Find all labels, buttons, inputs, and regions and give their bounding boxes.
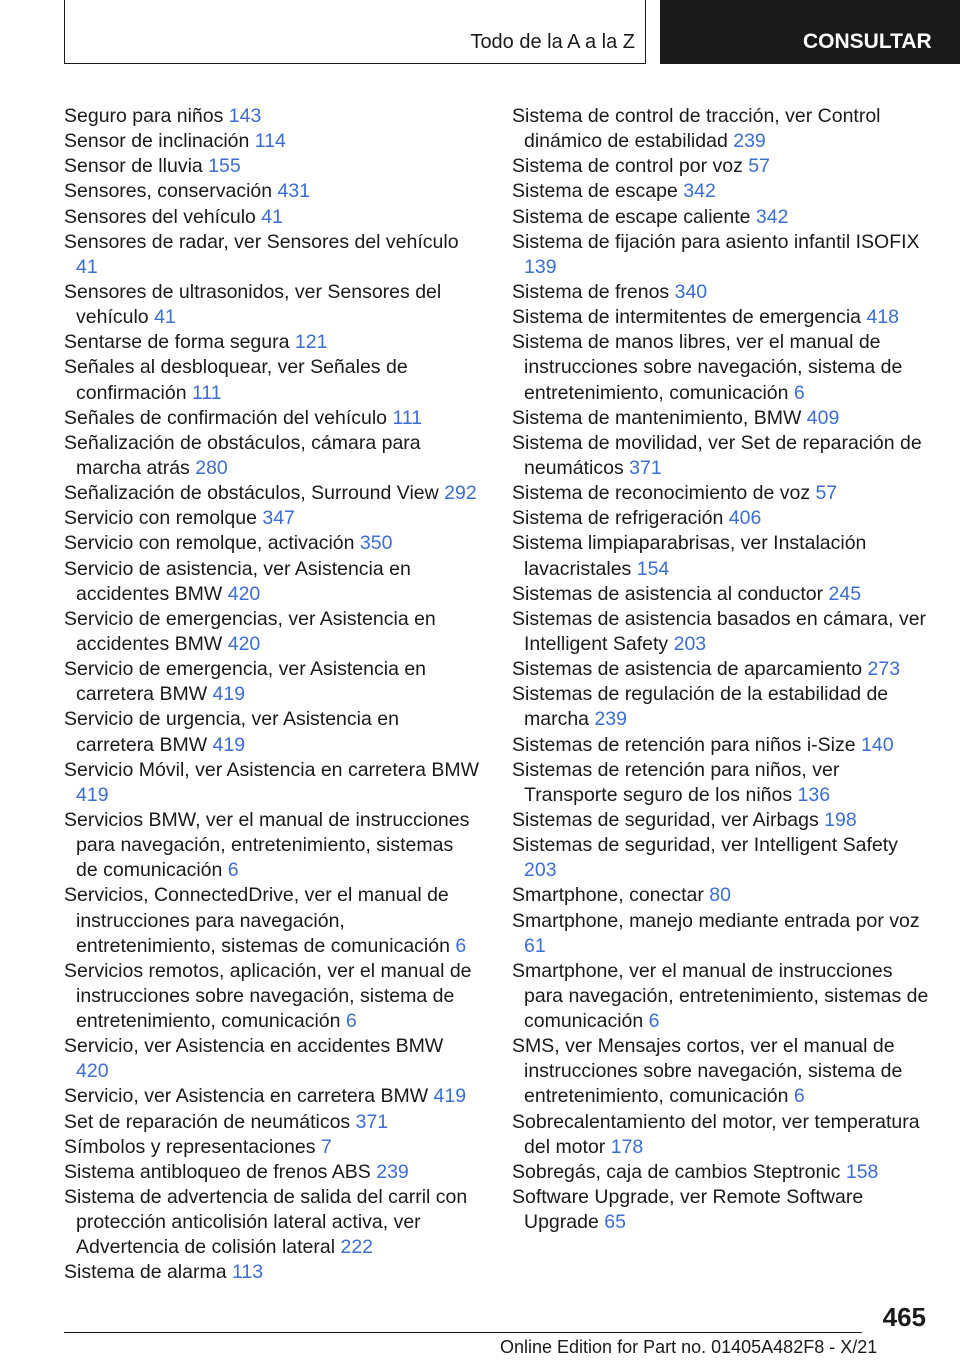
- index-entry: [512, 179, 930, 204]
- index-entry-text: Servicio Móvil, ver Asistencia en carretera BMW: [64, 758, 480, 781]
- index-entry-page-link[interactable]: 406: [728, 507, 762, 530]
- index-entry: [64, 230, 480, 280]
- index-entry: [64, 607, 480, 657]
- index-entry-page-link[interactable]: 113: [232, 1261, 264, 1284]
- index-entry-page-link[interactable]: 111: [191, 381, 222, 404]
- index-entry-page-link[interactable]: 203: [524, 859, 557, 882]
- index-entry-text: Smartphone, conectar: [512, 884, 704, 907]
- index-entry-text: Sistema de escape caliente: [512, 205, 751, 228]
- index-entry-text: Seguro para niños: [64, 105, 224, 127]
- index-entry-page-link[interactable]: 6: [227, 859, 239, 882]
- index-entry-page-link[interactable]: 155: [208, 155, 241, 178]
- footer-divider: [64, 1332, 862, 1333]
- index-entry-text: Sobrecalentamiento del motor, ver temperatura del motor: [512, 1110, 920, 1158]
- index-entry-text: Sistema de frenos: [512, 280, 670, 303]
- index-entry: [64, 557, 480, 607]
- index-entry-page-link[interactable]: 6: [793, 381, 805, 404]
- index-entry-page-link[interactable]: 121: [294, 331, 328, 354]
- index-entry: [512, 154, 930, 179]
- index-entry: [64, 531, 480, 556]
- index-entry-text: Sistema de control por voz: [512, 155, 743, 178]
- index-entry: [64, 1084, 480, 1109]
- index-entry-text: Sistema de refrigeración: [512, 507, 724, 530]
- index-entry: [512, 883, 930, 908]
- index-entry-page-link[interactable]: 280: [195, 456, 228, 479]
- index-entry-text: Smartphone, manejo mediante entrada por voz: [512, 909, 920, 932]
- index-entry-text: Sistemas de retención para niños i-Size: [512, 733, 856, 756]
- index-entry-page-link[interactable]: 57: [748, 155, 770, 178]
- index-entry-text: Sistema de alarma: [64, 1261, 227, 1284]
- index-entry: [64, 355, 480, 405]
- index-entry-page-link[interactable]: 419: [433, 1085, 467, 1108]
- index-entry: [64, 179, 480, 204]
- index-entry-page-link[interactable]: 245: [828, 582, 862, 605]
- index-entry-text: Señales de confirmación del vehículo: [64, 406, 388, 429]
- index-entry: [512, 758, 930, 808]
- index-column-left: [64, 104, 480, 1286]
- index-entry-page-link[interactable]: 418: [866, 306, 899, 329]
- index-entry-page-link[interactable]: 431: [277, 180, 311, 203]
- index-entry-page-link[interactable]: 41: [261, 205, 283, 228]
- index-entry-page-link[interactable]: 371: [629, 456, 662, 479]
- index-entry: [512, 733, 930, 758]
- index-entry-page-link[interactable]: 6: [648, 1010, 660, 1033]
- index-entry-page-link[interactable]: 143: [228, 105, 262, 127]
- index-entry-text: Sensores de radar, ver Sensores del vehículo: [64, 230, 459, 253]
- index-entry-page-link[interactable]: 80: [709, 884, 731, 907]
- index-entry: [64, 883, 480, 958]
- index-entry-page-link[interactable]: 7: [320, 1135, 332, 1158]
- index-entry-page-link[interactable]: 154: [636, 557, 670, 580]
- index-entry-text: Servicio de asistencia, ver Asistencia en accidentes BMW: [64, 557, 411, 605]
- index-entry: [64, 280, 480, 330]
- index-entry-text: Servicio de emergencia, ver Asistencia en carretera BMW: [64, 658, 427, 706]
- index-entry-text: SMS, ver Mensajes cortos, ver el manual de instrucciones sobre navegación, sistema de entretenimiento, comunicación: [512, 1035, 903, 1108]
- index-entry-page-link[interactable]: 140: [861, 733, 894, 756]
- index-entry: [512, 305, 930, 330]
- index-entry-text: Servicio de emergencias, ver Asistencia en accidentes BMW: [64, 607, 436, 655]
- index-entry-page-link[interactable]: 61: [524, 934, 546, 957]
- index-entry-text: Sistema de intermitentes de emergencia: [512, 306, 862, 329]
- index-entry-text: Sensores del vehículo: [64, 205, 256, 228]
- index-entry-page-link[interactable]: 178: [610, 1135, 644, 1158]
- index-entry-text: Servicios BMW, ver el manual de instrucciones para navegación, entretenimiento, sistemas de comunicación: [64, 808, 470, 882]
- index-entry: [512, 330, 930, 405]
- index-entry-page-link[interactable]: 420: [76, 1060, 109, 1083]
- index-entry: [512, 1185, 930, 1235]
- index-entry: [64, 657, 480, 707]
- index-entry: [64, 1110, 480, 1135]
- index-entry: [512, 1110, 930, 1160]
- index-entry-text: Sistemas de seguridad, ver Intelligent Safety: [512, 834, 898, 857]
- header-tab-consultar[interactable]: CONSULTAR: [660, 0, 960, 64]
- index-entry-text: Sistema de escape: [512, 180, 678, 203]
- index-entry: [64, 205, 480, 230]
- index-entry: [64, 808, 480, 883]
- index-entry-page-link[interactable]: 342: [755, 205, 789, 228]
- index-entry: [64, 959, 480, 1034]
- index-entry: [512, 406, 930, 431]
- index-entry-text: Sistemas de retención para niños, ver Transporte seguro de los niños: [512, 758, 840, 806]
- index-entry-page-link[interactable]: 420: [227, 632, 261, 655]
- index-entry: [512, 205, 930, 230]
- index-entry: [64, 758, 480, 808]
- index-entry-text: Servicio de urgencia, ver Asistencia en carretera BMW: [64, 708, 399, 756]
- index-entry: [64, 1135, 480, 1160]
- index-entry-text: Servicio, ver Asistencia en carretera BMW: [64, 1085, 429, 1108]
- index-entry-page-link[interactable]: 198: [824, 808, 857, 831]
- header-section-title: Todo de la A a la Z: [470, 31, 635, 53]
- index-entry-page-link[interactable]: 6: [793, 1085, 805, 1108]
- index-entry-page-link[interactable]: 222: [340, 1236, 374, 1259]
- index-entry-page-link[interactable]: 41: [154, 306, 176, 329]
- index-entry-page-link[interactable]: 114: [254, 130, 286, 153]
- index-entry-text: Sistema de movilidad, ver Set de reparación de neumáticos: [512, 431, 922, 479]
- index-entry-page-link[interactable]: 409: [806, 406, 840, 429]
- index-entry-text: Software Upgrade, ver Remote Software Upgrade: [512, 1186, 864, 1234]
- index-entry: [512, 657, 930, 682]
- index-entry: [64, 431, 480, 481]
- index-entry-text: Servicio, ver Asistencia en accidentes BMW: [64, 1035, 444, 1058]
- index-entry: [512, 607, 930, 657]
- index-entry: [64, 481, 480, 506]
- index-entry: [512, 431, 930, 481]
- index-entry-page-link[interactable]: 239: [594, 708, 627, 731]
- index-entry: [512, 531, 930, 581]
- index-entry-text: Sistema de reconocimiento de voz: [512, 482, 811, 505]
- index-entry-text: Sistemas de asistencia de aparcamiento: [512, 658, 863, 681]
- index-entry: [64, 1260, 480, 1285]
- index-entry: [512, 481, 930, 506]
- index-entry: [64, 129, 480, 154]
- index-entry-page-link[interactable]: 6: [455, 934, 467, 957]
- index-entry-page-link[interactable]: 340: [674, 280, 708, 303]
- index-entry-page-link[interactable]: 342: [683, 180, 716, 203]
- index-entry-text: Sistema de manos libres, ver el manual de instrucciones sobre navegación, sistema de entretenimiento, comunicación: [512, 331, 903, 404]
- index-entry-text: Sistema limpiaparabrisas, ver Instalación lavacristales: [512, 532, 867, 580]
- index-entry-page-link[interactable]: 139: [524, 255, 557, 278]
- index-entry-page-link[interactable]: 292: [444, 482, 477, 505]
- index-entry-page-link[interactable]: 239: [376, 1160, 409, 1183]
- index-entry: [512, 230, 930, 280]
- index-entry: [512, 1034, 930, 1109]
- index-entry-text: Señales al desbloquear, ver Señales de confirmación: [64, 356, 408, 404]
- index-entry-text: Señalización de obstáculos, cámara para marcha atrás: [64, 431, 421, 479]
- header-section-box: [64, 0, 646, 64]
- index-entry-page-link[interactable]: 6: [345, 1010, 357, 1033]
- index-entry-page-link[interactable]: 57: [815, 482, 838, 505]
- index-entry-page-link[interactable]: 350: [359, 532, 393, 555]
- index-entry-text: Sensor de lluvia: [64, 155, 203, 178]
- index-entry: [64, 1185, 480, 1260]
- index-entry: [512, 909, 930, 959]
- index-entry-page-link[interactable]: 419: [212, 733, 246, 756]
- index-entry: [64, 1034, 480, 1084]
- index-entry-text: Sentarse de forma segura: [64, 331, 290, 354]
- index-entry-text: Servicios remotos, aplicación, ver el manual de instrucciones sobre navegación, sistema de entretenimiento, comunicación: [64, 959, 472, 1033]
- index-entry-page-link[interactable]: 371: [355, 1110, 389, 1133]
- index-entry-text: Sistema antibloqueo de frenos ABS: [64, 1160, 371, 1183]
- index-entry-text: Sistema de control de tracción, ver Control dinámico de estabilidad: [512, 105, 881, 153]
- index-entry: [512, 104, 930, 154]
- index-entry-page-link[interactable]: 158: [845, 1160, 879, 1183]
- index-entry: [512, 280, 930, 305]
- index-entry-text: Smartphone, ver el manual de instrucciones para navegación, entretenimiento, sistemas de comunicación: [512, 959, 929, 1033]
- index-entry-text: Sistemas de asistencia al conductor: [512, 582, 824, 605]
- index-entry: [64, 406, 480, 431]
- index-entry-text: Sistema de advertencia de salida del carril con protección anticolisión lateral activa, ver Advertencia de colisión lateral: [64, 1186, 468, 1259]
- index-entry: [64, 330, 480, 355]
- index-entry: [64, 1160, 480, 1185]
- index-entry-text: Símbolos y representaciones: [64, 1135, 316, 1158]
- index-entry: [64, 154, 480, 179]
- index-column-right: [512, 104, 930, 1235]
- index-entry-page-link[interactable]: 239: [733, 130, 766, 153]
- footer-edition-text: Online Edition for Part no. 01405A482F8 - X/21: [500, 1337, 878, 1357]
- index-entry-text: Sistemas de seguridad, ver Airbags: [512, 808, 819, 831]
- index-entry: [512, 506, 930, 531]
- index-entry: [64, 506, 480, 531]
- index-entry-text: Señalización de obstáculos, Surround View: [64, 482, 439, 505]
- page-number: 465: [882, 1302, 926, 1332]
- index-entry-text: Sistema de mantenimiento, BMW: [512, 406, 802, 429]
- index-entry-page-link[interactable]: 420: [227, 582, 261, 605]
- index-entry-text: Sensores, conservación: [64, 180, 273, 203]
- index-entry: [512, 959, 930, 1034]
- index-entry-text: Servicio con remolque, activación: [64, 532, 355, 555]
- index-entry-text: Servicio con remolque: [64, 507, 257, 530]
- index-entry: [512, 1160, 930, 1185]
- index-entry-text: Sistemas de asistencia basados en cámara, ver Intelligent Safety: [512, 607, 927, 655]
- index-entry: [512, 808, 930, 833]
- index-entry: [64, 707, 480, 757]
- index-entry-page-link[interactable]: 136: [797, 783, 831, 806]
- index-entry: [64, 104, 480, 129]
- index-entry-page-link[interactable]: 203: [673, 632, 707, 655]
- index-entry-text: Sensores de ultrasonidos, ver Sensores del vehículo: [64, 280, 442, 329]
- index-entry-page-link[interactable]: 419: [76, 783, 109, 806]
- index-entry-page-link[interactable]: 111: [392, 406, 423, 429]
- index-entry-page-link[interactable]: 347: [262, 507, 295, 530]
- index-entry-page-link[interactable]: 419: [212, 683, 246, 706]
- index-entry-text: Sobregás, caja de cambios Steptronic: [512, 1160, 841, 1183]
- index-entry: [512, 833, 930, 883]
- index-entry-text: Set de reparación de neumáticos: [64, 1110, 351, 1133]
- index-entry-page-link[interactable]: 41: [76, 255, 98, 278]
- index-entry-text: Servicios, ConnectedDrive, ver el manual de instrucciones para navegación, entretenimiento, sistemas de comunicación: [64, 884, 450, 957]
- index-entry: [512, 682, 930, 732]
- index-entry-text: Sistemas de regulación de la estabilidad de marcha: [512, 683, 889, 731]
- index-entry-text: Sistema de fijación para asiento infantil ISOFIX: [512, 230, 920, 253]
- index-entry-text: Sensor de inclinación: [64, 130, 250, 153]
- index-entry-page-link[interactable]: 273: [867, 658, 901, 681]
- index-entry-page-link[interactable]: 65: [604, 1211, 626, 1234]
- index-entry: [512, 582, 930, 607]
